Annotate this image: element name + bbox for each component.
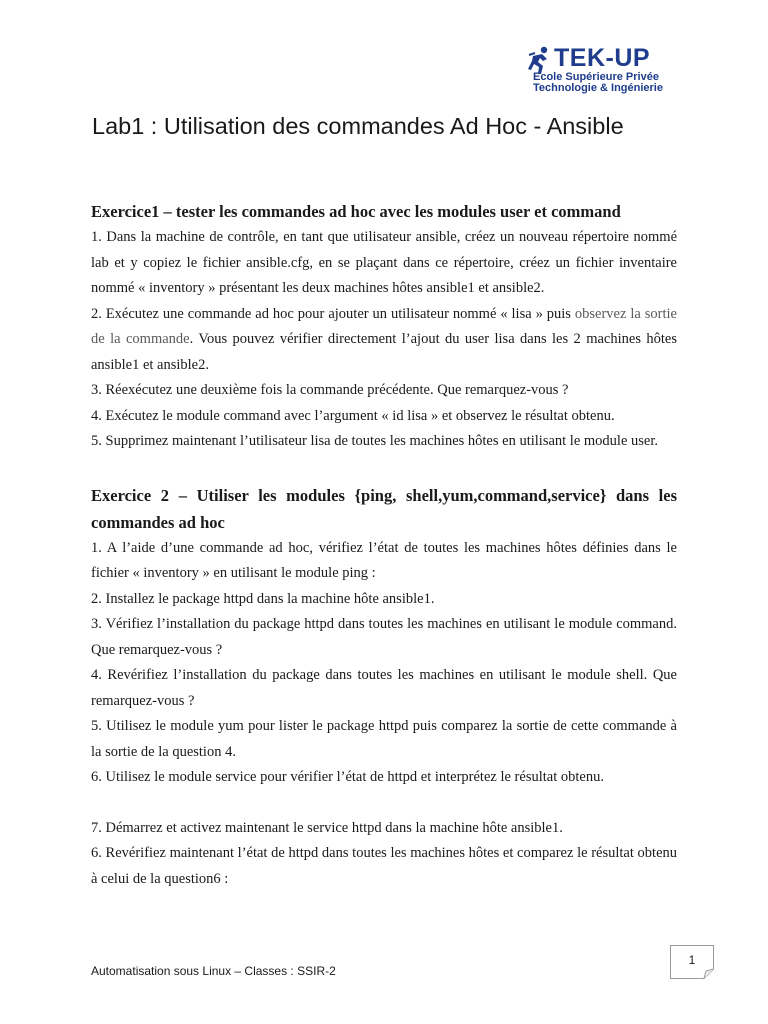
exercise1-item-2-rest: . Vous pouvez vérifier directement l’ajout du user lisa dans les 2 machines hôtes ansible1 et ansible2. <box>91 331 677 373</box>
exercise1-item-5: 5. Supprimez maintenant l’utilisateur lisa de toutes les machines hôtes en utilisant le module user. <box>91 433 658 449</box>
exercise2-item-5: 5. Utilisez le module yum pour lister le package httpd puis comparez la sortie de cette commande à la sortie de la question 4. <box>91 718 677 760</box>
logo-brand: TEK-UP <box>554 44 651 72</box>
tekup-logo <box>527 44 677 96</box>
page-title: Lab1 : Utilisation des commandes Ad Hoc - Ansible <box>92 113 624 139</box>
spacer <box>91 791 677 816</box>
exercise2-item-1: 1. A l’aide d’une commande ad hoc, vérifiez l’état de toutes les machines hôtes définies dans le fichier « inventory » en utilisant le module ping : <box>91 539 677 581</box>
exercise1-item-2 <box>91 302 677 379</box>
exercise2-item-2: 2. Installez le package httpd dans la machine hôte ansible1. <box>91 590 435 607</box>
exercise1-item-2-lead: 2. Exécutez une commande ad hoc pour ajouter un utilisateur nommé « lisa » puis <box>91 305 575 322</box>
exercise1-item-2-muted: observez la sortie de la commande <box>91 305 677 347</box>
page-footer: Automatisation sous Linux – Classes : SSIR-2 <box>91 964 336 978</box>
logo-tagline-1: Ecole Supérieure Privée <box>533 71 659 83</box>
page-number-box <box>670 945 714 979</box>
exercise2-heading: Exercice 2 – Utiliser les modules {ping, shell,yum,command,service} dans les commandes ad hoc <box>91 485 677 532</box>
exercise2-item-3: 3. Vérifiez l’installation du package httpd dans toutes les machines en utilisant le module command. Que remarquez-vous ? <box>91 616 677 658</box>
exercise1-item-4: 4. Exécutez le module command avec l’argument « id lisa » et observez le résultat obtenu. <box>91 407 615 424</box>
exercise1-item-3: 3. Réexécutez une deuxième fois la commande précédente. Que remarquez-vous ? <box>91 382 569 398</box>
exercise2-item-8: 6. Revérifiez maintenant l’état de httpd dans toutes les machines hôtes et comparez le résultat obtenu à celui de la question6 : <box>91 845 677 887</box>
exercise1-heading: Exercice1 – tester les commandes ad hoc avec les modules user et command <box>91 202 621 221</box>
exercise2-item-6: 6. Utilisez le module service pour vérifier l’état de httpd et interprétez le résultat obtenu. <box>91 769 604 785</box>
exercise2-item-7: 7. Démarrez et activez maintenant le service httpd dans la machine hôte ansible1. <box>91 819 563 836</box>
page-number: 1 <box>688 953 696 967</box>
logo-tagline-2: Technologie & Ingénierie <box>533 82 663 94</box>
exercise2-item-4: 4. Revérifiez l’installation du package dans toutes les machines en utilisant le module shell. Que remarquez-vous ? <box>91 667 677 709</box>
exercise1-item-1: 1. Dans la machine de contrôle, en tant que utilisateur ansible, créez un nouveau répertoire nommé lab et y copiez le fichier ansible.cfg, en se plaçant dans ce répertoire, créez un fichier inventaire nommé « inventory » présentant les deux machines hôtes ansible1 et ansible2. <box>91 229 677 296</box>
document-body <box>91 198 677 892</box>
